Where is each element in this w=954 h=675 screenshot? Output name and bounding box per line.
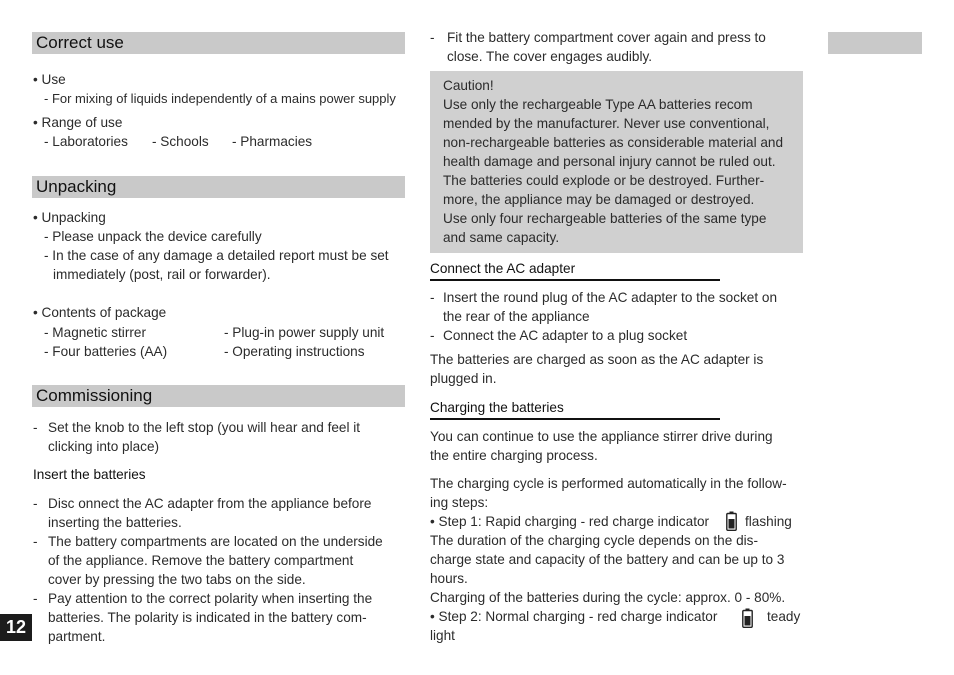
commissioning-line: Set the knob to the left stop (you will hear and feel it bbox=[48, 420, 361, 435]
step1-desc: Charging of the batteries during the cycle: approx. 0 - 80%. bbox=[430, 590, 786, 605]
subheading-ac-adapter: Connect the AC adapter bbox=[430, 261, 576, 276]
contents-item: - Magnetic stirrer bbox=[44, 325, 146, 340]
list-dash: - bbox=[430, 30, 435, 45]
caution-line: and same capacity. bbox=[443, 230, 560, 245]
unpacking-line: - In the case of any damage a detailed report must be set bbox=[44, 248, 389, 263]
page-tab-marker bbox=[828, 32, 922, 54]
list-dash: - bbox=[33, 420, 38, 435]
insert-line: Disc onnect the AC adapter from the appliance before bbox=[48, 496, 372, 511]
commissioning-line: clicking into place) bbox=[48, 439, 160, 454]
step1-suffix: flashing bbox=[745, 514, 792, 529]
caution-line: more, the appliance may be damaged or destroyed. bbox=[443, 192, 755, 207]
charging-para: ing steps: bbox=[430, 495, 489, 510]
ac-adapter-line: the rear of the appliance bbox=[443, 309, 590, 324]
insert-line: of the appliance. Remove the battery compartment bbox=[48, 553, 354, 568]
unpacking-bullet: • Unpacking bbox=[33, 210, 106, 225]
range-item: - Schools bbox=[152, 134, 209, 149]
step2-suffix: teady bbox=[767, 609, 801, 624]
range-label: • Range of use bbox=[33, 115, 123, 130]
contents-bullet: • Contents of package bbox=[33, 305, 167, 320]
caution-title: Caution! bbox=[443, 78, 494, 93]
insert-line: inserting the batteries. bbox=[48, 515, 182, 530]
unpacking-line: - Please unpack the device carefully bbox=[44, 229, 262, 244]
page-number: 12 bbox=[0, 614, 32, 641]
caution-line: Use only the rechargeable Type AA batteries recom bbox=[443, 97, 753, 112]
charging-para: the entire charging process. bbox=[430, 448, 598, 463]
ac-adapter-note: The batteries are charged as soon as the AC adapter is bbox=[430, 352, 764, 367]
subheading-underline bbox=[430, 418, 720, 420]
section-heading-unpacking: Unpacking bbox=[32, 176, 405, 198]
step2-end: light bbox=[430, 628, 455, 643]
charging-para: The charging cycle is performed automatically in the follow- bbox=[430, 476, 787, 491]
step1-desc: The duration of the charging cycle depends on the dis- bbox=[430, 533, 758, 548]
caution-line: non-rechargeable batteries as considerable material and bbox=[443, 135, 784, 150]
section-heading-commissioning: Commissioning bbox=[32, 385, 405, 407]
insert-line: cover by pressing the two tabs on the side. bbox=[48, 572, 306, 587]
fit-cover-line: Fit the battery compartment cover again and press to bbox=[447, 30, 766, 45]
step1-desc: hours. bbox=[430, 571, 468, 586]
battery-indicator-icon bbox=[742, 608, 753, 628]
range-item: - Laboratories bbox=[44, 134, 128, 149]
subheading-underline bbox=[430, 279, 720, 281]
subheading-insert-batteries: Insert the batteries bbox=[33, 467, 146, 482]
contents-item: - Four batteries (AA) bbox=[44, 344, 168, 359]
insert-line: batteries. The polarity is indicated in the battery com- bbox=[48, 610, 367, 625]
caution-line: mended by the manufacturer. Never use conventional, bbox=[443, 116, 770, 131]
caution-line: Use only four rechargeable batteries of the same type bbox=[443, 211, 767, 226]
list-dash: - bbox=[33, 534, 38, 549]
ac-adapter-line: Insert the round plug of the AC adapter to the socket on bbox=[443, 290, 778, 305]
list-dash: - bbox=[33, 591, 38, 606]
step1-text: • Step 1: Rapid charging - red charge indicator bbox=[430, 514, 710, 529]
charging-para: You can continue to use the appliance stirrer drive during bbox=[430, 429, 773, 444]
insert-line: partment. bbox=[48, 629, 106, 644]
list-dash: - bbox=[33, 496, 38, 511]
fit-cover-line: close. The cover engages audibly. bbox=[447, 49, 653, 64]
ac-adapter-line: Connect the AC adapter to a plug socket bbox=[443, 328, 688, 343]
range-item: - Pharmacies bbox=[232, 134, 313, 149]
use-text: - For mixing of liquids independently of a mains power supply bbox=[44, 91, 396, 106]
ac-adapter-note: plugged in. bbox=[430, 371, 497, 386]
contents-item: - Operating instructions bbox=[224, 344, 365, 359]
step1-desc: charge state and capacity of the battery and can be up to 3 bbox=[430, 552, 785, 567]
subheading-charging: Charging the batteries bbox=[430, 400, 564, 415]
unpacking-line: immediately (post, rail or forwarder). bbox=[53, 267, 271, 282]
battery-indicator-icon bbox=[726, 511, 737, 531]
list-dash: - bbox=[430, 290, 435, 305]
caution-line: health damage and personal injury cannot be ruled out. bbox=[443, 154, 776, 169]
contents-item: - Plug-in power supply unit bbox=[224, 325, 385, 340]
use-label: • Use bbox=[33, 72, 66, 87]
step2-text: • Step 2: Normal charging - red charge indicator bbox=[430, 609, 718, 624]
list-dash: - bbox=[430, 328, 435, 343]
section-heading-correct-use: Correct use bbox=[32, 32, 405, 54]
insert-line: Pay attention to the correct polarity when inserting the bbox=[48, 591, 373, 606]
caution-line: The batteries could explode or be destroyed. Further- bbox=[443, 173, 765, 188]
insert-line: The battery compartments are located on the underside bbox=[48, 534, 383, 549]
